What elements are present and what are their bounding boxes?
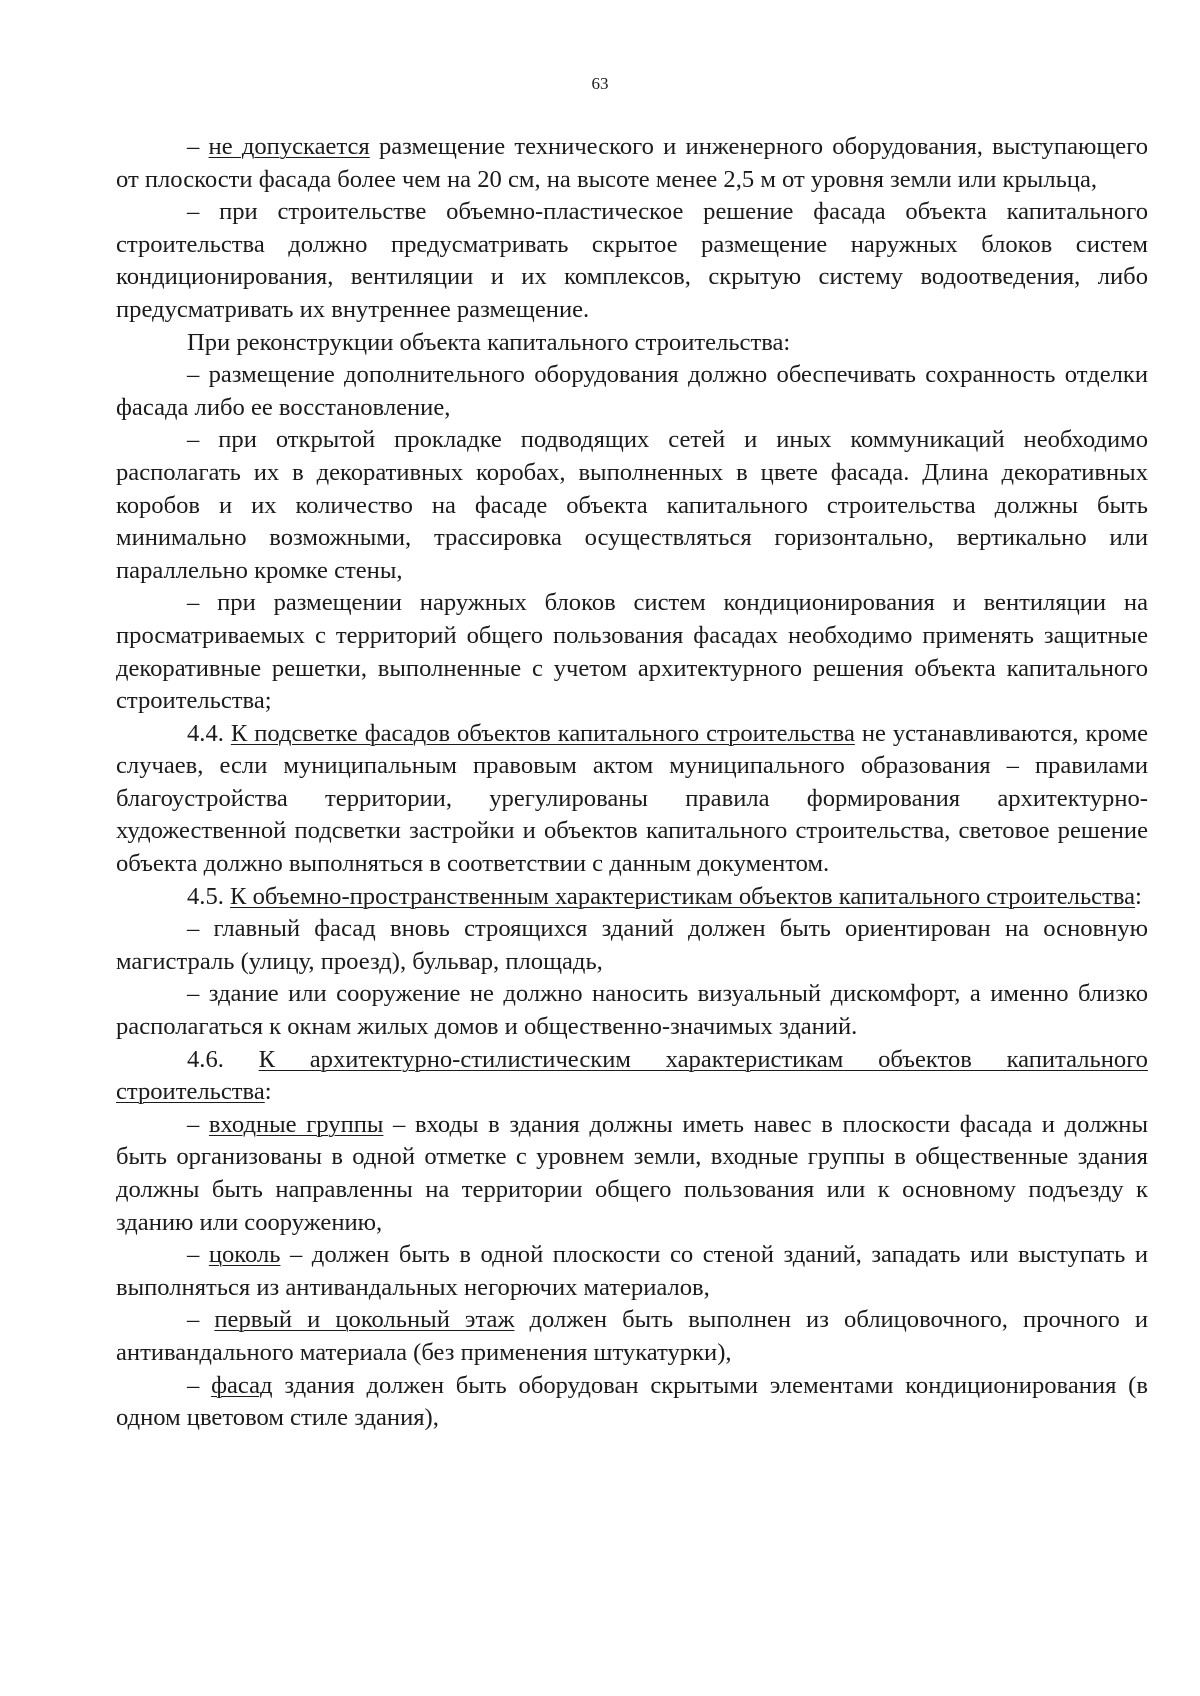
paragraph [116,196,1148,326]
paragraph [116,131,1148,196]
paragraph-text: – должен быть в одной плоскости со стеной зданий, западать или выступать и выполняться из антивандальных негорючих материалов, [116,1241,1148,1301]
paragraph-text: – размещение дополнительного оборудования должно обеспечивать сохранность отделки фасада либо ее восстановление, [116,361,1148,421]
paragraph-text: – входы в здания должны иметь навес в плоскости фасада и должны быть организованы в одной отметке с уровнем земли, входные группы в общественные здания должны быть направленны на территории общего пользования или к основному подъезду к зданию или сооружению, [116,1110,1148,1236]
section-paragraph [116,881,1148,914]
paragraph-text: – здание или сооружение не должно наносить визуальный дискомфорт, а именно близко располагаться к окнам жилых домов и общественно-значимых зданий. [116,980,1148,1041]
paragraph-text: : [264,1078,272,1106]
paragraph [116,587,1148,717]
underlined-term: цоколь [208,1241,281,1269]
paragraph-text: – главный фасад вновь строящихся зданий должен быть ориентирован на основную магистраль (улицу, проезд), бульвар, площадь, [116,915,1148,975]
document-body [116,131,1148,1435]
paragraph-text: не устанавливаются, кроме случаев, если муниципальным правовым актом муниципального образования – правилами благоустройства территории, урегулированы правила формирования архитектурно-художественной подсветки застройки и объектов капитального строительства, световое решение объекта должно выполняться в соответствии с данным документом. [116,719,1149,878]
paragraph-lead: – [187,1306,215,1334]
section-paragraph [116,1044,1148,1109]
paragraph-text: – при открытой прокладке подводящих сетей и иных коммуникаций необходимо располагать их в декоративных коробах, выполненных в цвете фасада. Длина декоративных коробов и их количество на фасаде объекта капитального строительства должны быть минимально возможными, трассировка осуществляться горизонтально, вертикально или параллельно кромке стены, [116,426,1148,584]
underlined-term: не допускается [208,133,370,160]
paragraph [116,1304,1148,1369]
paragraph [116,327,1148,360]
paragraph [116,1370,1148,1435]
paragraph [116,424,1148,587]
paragraph [116,1239,1148,1304]
section-paragraph [116,718,1148,881]
paragraph-lead: – [187,1110,209,1138]
paragraph-text: здания должен быть оборудован скрытыми элементами кондиционирования (в одном цветовом стиле здания), [116,1371,1148,1432]
paragraph [116,1109,1148,1239]
underlined-term: входные группы [208,1110,384,1138]
paragraph [116,978,1148,1043]
section-number: 4.6. [187,1045,259,1073]
underlined-term: первый и цокольный этаж [214,1306,515,1334]
section-heading: К объемно-пространственным характеристикам объектов капитального строительства [230,882,1136,910]
paragraph [116,913,1148,978]
section-heading: К архитектурно-стилистическим характеристикам объектов капитального строительства [116,1045,1148,1106]
paragraph-lead: – [187,133,209,160]
paragraph-text: размещение технического и инженерного оборудования, выступающего от плоскости фасада более чем на 20 см, на высоте менее 2,5 м от уровня земли или крыльца, [116,133,1148,193]
paragraph [116,359,1148,424]
paragraph-text: – при размещении наружных блоков систем кондиционирования и вентиляции на просматриваемых с территорий общего пользования фасадах необходимо применять защитные декоративные решетки, выполненные с учетом архитектурного решения объекта капитального строительства; [116,589,1148,715]
underlined-term: фасад [211,1371,273,1399]
paragraph-text: При реконструкции объекта капитального строительства: [187,328,791,356]
page-number: 63 [591,74,609,93]
paragraph-lead: – [187,1371,212,1399]
paragraph-text: должен быть выполнен из облицовочного, прочного и антивандального материала (без применения штукатурки), [116,1306,1148,1366]
section-number: 4.4. [187,719,231,747]
paragraph-lead: – [187,1241,209,1269]
paragraph-text: : [1135,882,1142,910]
paragraph-text: – при строительстве объемно-пластическое решение фасада объекта капитального строительства должно предусматривать скрытое размещение наружных блоков систем кондиционирования, вентиляции и их комплексов, скрытую систему водоотведения, либо предусматривать их внутреннее размещение. [116,198,1148,323]
section-heading: К подсветке фасадов объектов капитального строительства [230,719,855,747]
section-number: 4.5. [187,882,231,910]
